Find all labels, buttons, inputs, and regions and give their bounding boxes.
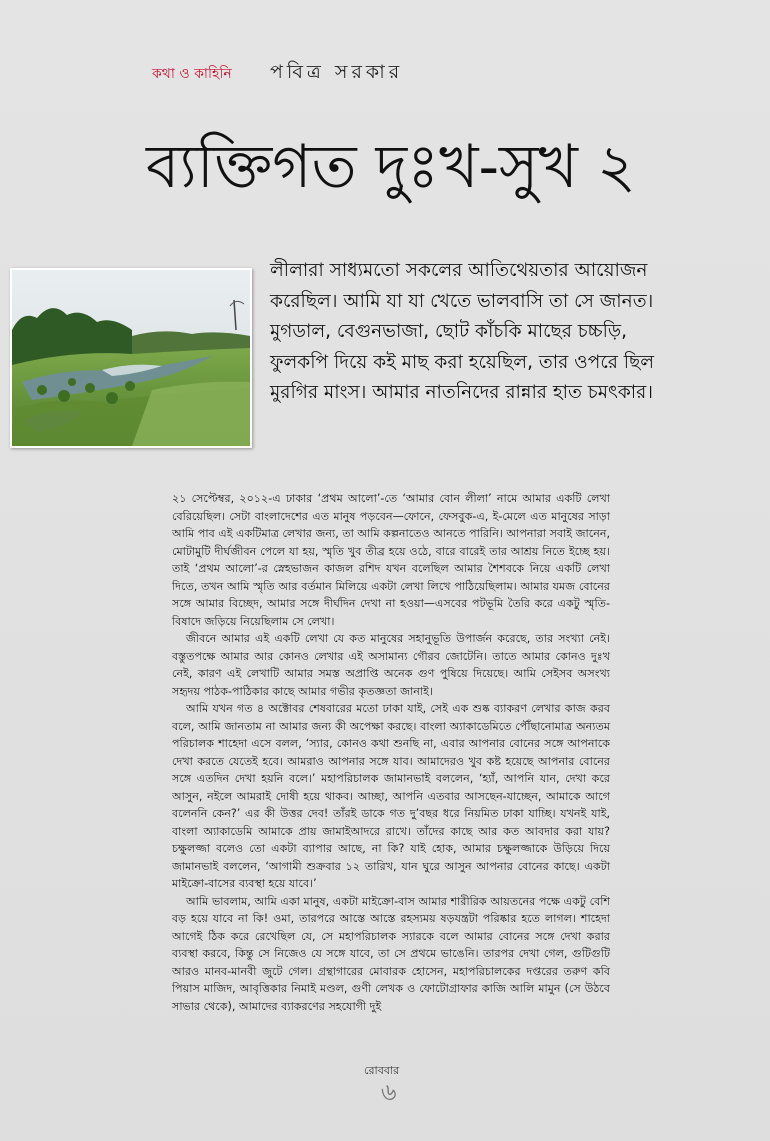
body-paragraph: ২১ সেপ্টেম্বর, ২০১২-এ ঢাকার ‘প্রথম আলো’-তে ‘আমার বোন লীলা’ নামে আমার একটি লেখা বেরিয়েছিল। সেটা বাংলাদেশের এত মানুষ পড়বেন—ফোনে, ফেসবুক-এ, ই-মেলে এত মানুষের সাড়া আমি পাব এই একটিমাত্র লেখার জন্য, তা আমি কল্পনাতেও আনতে পারিনি। আপনারা সবাই জানেন, মোটামুটি দীর্ঘজীবন পেলে যা হয়, স্মৃতি খুব তীব্র হয়ে ওঠে, বারে বারেই তার আশ্রয় নিতে ইচ্ছে হয়। তাই ‘প্রথম আলো’-র স্নেহভাজন কাজল রশিদ যখন বলেছিল আমার শৈশবকে নিয়ে একটি লেখা দিতে, তখন আমি স্মৃতি আর বর্তমান মিলিয়ে একটা লেখা লিখে পাঠিয়েছিলাম। আমার যমজ বোনের সঙ্গে আমার বিচ্ছেদ, আমার সঙ্গে দীর্ঘদিন দেখা না হওয়া—এসবের পটভূমি তৈরি করে একটু স্মৃতি-বিষাদে জড়িয়ে নিয়েছিলাম সে লেখা। <box>172 492 610 628</box>
lede-text: লীলারা সাধ্যমতো সকলের আতিথেয়তার আয়োজন করেছিল। আমি যা যা খেতে ভালবাসি তা সে জানত। মুগডাল, বেগুনভাজা, ছোট কাঁচকি মাছের চচ্চড়ি, ফুলকপি দিয়ে কই মাছ করা হয়েছিল, তার ওপরে ছিল মুরগির মাংস। আমার নাতনিদের রান্নার হাত চমৎকার। <box>270 260 655 403</box>
magazine-name: রোববার <box>364 1064 400 1077</box>
landscape-photo <box>10 268 252 448</box>
page-number: ৬ <box>381 1078 397 1106</box>
article-title: ব্যক্তিগত দুঃখ-সুখ ২ <box>146 132 636 202</box>
body-paragraph: আমি ভাবলাম, আমি একা মানুষ, একটা মাইক্রো-বাস আমার শারীরিক আয়তনের পক্ষে একটু বেশি বড় হয়ে যাবে না কি! ওমা, তারপরে আস্তে আস্তে রহস্যময় ষড়যন্ত্রটা পরিষ্কার হতে লাগল। শাহেদা আগেই ঠিক করে রেখেছিল যে, সে মহাপরিচালক স্যারকে বলে আমার বোনের সঙ্গে দেখা করার ব্যবস্থা করবে, কিন্তু সে নিজেও যে সঙ্গে যাবে, তা সে প্রথমে ভাঙেনি। তারপর দেখা গেল, গুটিগুটি আরও মানব-মানবী জুটে গেল। গ্রন্থাগারের মোবারক হোসেন, মহাপরিচালকের দপ্তরের তরুণ কবি পিয়াস মাজিদ, আবৃত্তিকার নিমাই মণ্ডল, গুণী লেখক ও ফোটোগ্রাফার কাজি আলি মামুন (সে উঠবে সাভার থেকে), আমাদের ব্যাকরণের সহযোগী দুই <box>172 894 610 1013</box>
column-name: কথা ও কাহিনি <box>152 66 232 82</box>
article-body <box>172 490 610 1015</box>
lede-paragraph <box>270 256 680 409</box>
landscape-photo-drawing <box>12 270 250 446</box>
author-name: পবিত্র সরকার <box>270 61 404 83</box>
body-paragraph: জীবনে আমার এই একটি লেখা যে কত মানুষের সহানুভূতি উপার্জন করেছে, তার সংখ্যা নেই। বস্তুতপক্ষে আমার আর কোনও লেখার এই অসামান্য গৌরব জোটেনি। তাতে আমার কোনও দুঃখ নেই, কারণ এই লেখাটি আমার সমস্ত অপ্রাপ্তি অনেক গুণ পুষিয়ে দিয়েছে। আমি সেইসব অসংখ্য সহৃদয় পাঠক-পাঠিকার কাছে আমার গভীর কৃতজ্ঞতা জানাই। <box>172 632 610 698</box>
body-paragraph: আমি যখন গত ৪ অক্টোবর শেষবারের মতো ঢাকা যাই, সেই এক শুষ্ক ব্যাকরণ লেখার কাজ করব বলে, আমি জানতাম না আমার জন্য কী অপেক্ষা করছে। বাংলা অ্যাকাডেমিতে পৌঁছানোমাত্র অন্যতম পরিচালক শাহেদা এসে বলল, ‘স্যার, কোনও কথা শুনছি না, এবার আপনার বোনের সঙ্গে আপনাকে দেখা করতে যেতেই হবে। আমরাও আপনার সঙ্গে যাব। আমাদেরও খুব কষ্ট হয়েছে আপনার বোনের সঙ্গে এতদিন দেখা হয়নি বলে।’ মহাপরিচালক জামানভাই বললেন, ‘হ্যাঁ, আপনি যান, দেখা করে আসুন, নইলে আমরাই দোষী হয়ে থাকব। আচ্ছা, আপনি এতবার আসছেন-যাচ্ছেন, আমাকে আগে বলেননি কেন?’ এর কী উত্তর দেব! তাঁরই ডাকে গত দু’বছর ধরে নিয়মিত ঢাকা যাচ্ছি। যখনই যাই, বাংলা অ্যাকাডেমি আমাকে প্রায় জামাইআদরে রাখে। তাঁদের কাছে আর কত আবদার করা যায়? চক্ষুলজ্জা বলেও তো একটা ব্যাপার আছে, না কি? যাই হোক, আমার চক্ষুলজ্জাকে উড়িয়ে দিয়ে জামানভাই বললেন, ‘আগামী শুক্রবার ১২ তারিখ, যান ঘুরে আসুন আপনার বোনের কাছে। একটা মাইক্রো-বাসের ব্যবস্থা হয়ে যাবে।’ <box>172 702 610 890</box>
